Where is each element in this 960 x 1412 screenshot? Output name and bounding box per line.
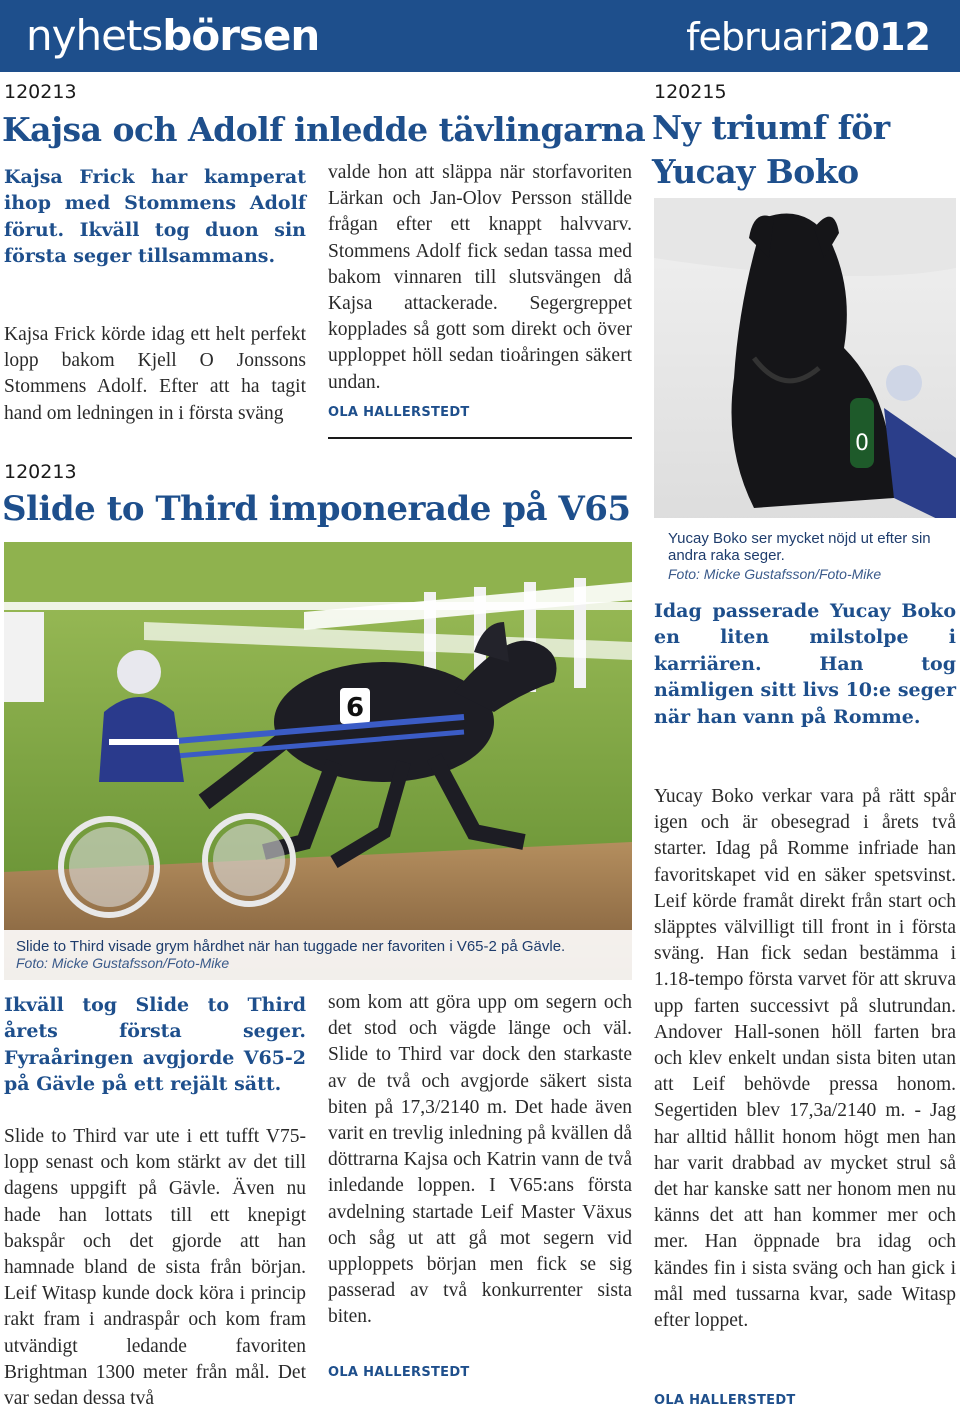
article3-headline: Ny triumf för Yucay Boko [652, 108, 890, 191]
article1-headline: Kajsa och Adolf inledde tävlingarna [2, 110, 646, 149]
article1-byline: OLA HALLERSTEDT [328, 405, 470, 420]
trotting-race-photo [4, 542, 632, 980]
article3-lead: Idag passerade Yucay Boko en liten milstolpe i karriären. Han tog nämligen sitt livs 10:e seger när han vann på Romme. [654, 600, 956, 728]
article2-photo-caption: Slide to Third visade grym hårdhet när han tuggade ner favoriten i V65-2 på Gävle. [16, 938, 566, 955]
race-bib-number: 6 [345, 693, 365, 723]
article2-headline: Slide to Third imponerade på V65 [2, 489, 631, 529]
article2-lead: Ikväll tog Slide to Third årets första seger. Fyraåringen avgjorde V65-2 på Gävle på ett rejält sätt. [4, 994, 306, 1096]
article3-photo-caption: Yucay Boko ser mycket nöjd ut efter sin andra raka seger. [668, 530, 931, 564]
yucay-boko-photo [654, 198, 956, 588]
issue-date: februari2012 [686, 15, 930, 59]
article3-byline: OLA HALLERSTEDT [654, 1393, 796, 1408]
article3-body: Yucay Boko verkar vara på rätt spår igen och är obesegrad i årets två starter. Idag på Romme infriade han favoritskapet vid en säker spetsvinst. Leif körde framåt direkt från start och släpptes välvilligt till front in i första sväng. Han fick sedan bestämma i 1.18-tempo första varvet för att skruva upp farten successivt på slutrundan. Andover Hall-sonen höll farten bra och klev enkelt undan sista biten utan att Leif behövde pressa honom. Segertiden blev 17,3a/2140 m. - Jag har alltid hållit honom högt men han har varit drabbad av mycket strul så det har kanske satt ner honom men nu känns det att han kommer mer och mer. Han öppnade bra idag och kändes fin i sista sväng och han gick i mål med tussarna kvar, sade Witasp efter loppet. [654, 786, 956, 1332]
article2-body-left: Slide to Third var ute i ett tufft V75-lopp senast och kom stärkt av det till dagens uppgift på Gävle. Även nu hade han lottats till ett knepigt bakspår och det gjorde att han hamnade bland de sista från början. Leif Witasp kunde dock köra i princip rakt fram i andraspår och kom fram utvändigt ledande favoriten Brightman 1300 meter från mål. Det var sedan dessa två [4, 1126, 306, 1410]
article3-date: 120215 [654, 81, 727, 103]
masthead [0, 0, 960, 72]
article2-body-right: som kom att göra upp om segern och det stod och vägde länge och väl. Slide to Third var dock den starkaste av de två och avgjorde säkert sista biten på 17,3/2140 m. Det hade även varit en trevlig inledning på kvällen då döttrarna Kajsa och Katrin vann de två inledande loppen. I V65:ans första avdelning startade Leif Master Växus och såg ut att gå mot segern vid upploppets början men fick se sig passerad av två konkurrenter sista biten. [328, 992, 632, 1328]
svg-text:0: 0 [855, 431, 869, 456]
article2-photo-credit: Foto: Micke Gustafsson/Foto-Mike [16, 955, 230, 971]
article1-lead: Kajsa Frick har kamperat ihop med Stommens Adolf förut. Ikväll tog duon sin första seger tillsammans. [4, 166, 306, 268]
publication-name: nyhetsbörsen [26, 11, 320, 60]
article1-body-left: Kajsa Frick körde idag ett helt perfekt lopp bakom Kjell O Jonssons Stommens Adolf. Efter att ha tagit hand om ledningen in i första sväng [4, 324, 306, 424]
article3-photo-credit: Foto: Micke Gustafsson/Foto-Mike [668, 566, 882, 582]
article2-date: 120213 [4, 461, 77, 483]
article1-body-right: valde hon att släppa när storfavoriten Lärkan och Jan-Olov Persson ställde frågan efter ett knappt halvvarv. Stommens Adolf fick sedan tassa med bakom vinnaren till slutsvängen då Kajsa attackerade. Segergreppet kopplades så gott som direkt och över upploppet höll sedan tioåringen säkert undan. [328, 162, 632, 393]
divider-rule [328, 437, 632, 439]
article2-byline: OLA HALLERSTEDT [328, 1365, 470, 1380]
article1-date: 120213 [4, 81, 77, 103]
